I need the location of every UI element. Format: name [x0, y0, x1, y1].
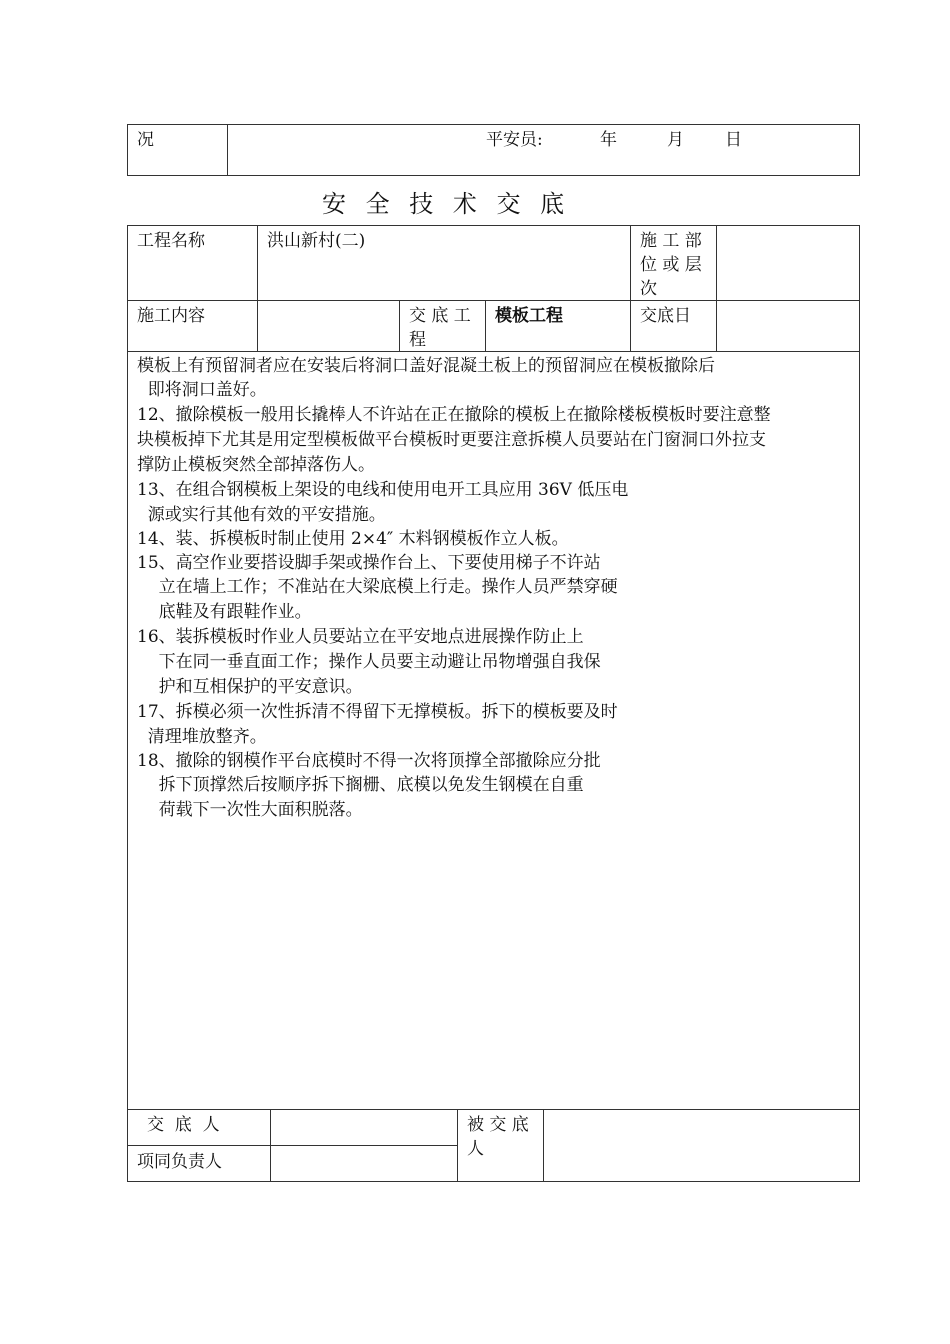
row-divider-2	[127, 351, 860, 352]
footer-col-divider-3	[543, 1109, 544, 1182]
body-line: 清理堆放整齐。	[137, 727, 267, 747]
footer-row-divider	[127, 1145, 457, 1146]
recipient-label-line-1: 被 交 底	[467, 1115, 529, 1135]
body-line: 立在墙上工作；不准站在大梁底模上行走。操作人员严禁穿硬	[137, 577, 618, 597]
body-line: 12、撤除模板一般用长撬棒人不许站在正在撤除的模板上在撤除楼板模板时要注意整	[137, 405, 771, 425]
body-line: 块模板掉下尤其是用定型模板做平台模板时更要注意拆模人员要站在门窗洞口外拉支	[137, 430, 766, 450]
body-line: 拆下顶撑然后按顺序拆下搁栅、底模以免发生钢模在自重	[137, 775, 584, 795]
page-title: 安 全 技 术 交 底	[322, 190, 571, 218]
content-label: 施工内容	[137, 306, 205, 326]
body-line: 16、装拆模板时作业人员要站立在平安地点进展操作防止上	[137, 627, 584, 647]
body-line: 模板上有预留洞者应在安装后将洞口盖好混凝土板上的预留洞应在模板撤除后	[137, 356, 715, 376]
project-name-label: 工程名称	[137, 231, 205, 251]
discloser-label: 交 底 人	[147, 1115, 220, 1135]
project-lead-label: 项同负责人	[137, 1152, 222, 1172]
body-line: 下在同一垂直面工作；操作人员要主动避让吊物增强自我保	[137, 652, 601, 672]
disclosure-label-line-1: 交 底 工	[409, 306, 471, 326]
col-divider-r1-1	[257, 225, 258, 301]
body-line: 撑防止模板突然全部掉落伤人。	[137, 455, 375, 475]
body-line: 源或实行其他有效的平安措施。	[137, 505, 386, 525]
row-divider-1	[127, 300, 860, 301]
col-divider-r1-3	[716, 225, 717, 301]
project-name-value: 洪山新村(二)	[267, 231, 366, 251]
col-divider-r2-1	[257, 300, 258, 352]
body-line: 13、在组合钢模板上架设的电线和使用电开工具应用 36V 低压电	[137, 480, 629, 500]
disclosure-label-line-2: 程	[409, 330, 426, 350]
body-line: 护和互相保护的平安意识。	[137, 677, 363, 697]
col-divider-r2-5	[716, 300, 717, 352]
col-divider-r1-2	[630, 225, 631, 301]
disclosure-value: 模板工程	[495, 306, 563, 326]
body-line: 15、高空作业要搭设脚手架或操作台上、下要使用梯子不许站	[137, 553, 601, 573]
col-divider-r2-2	[399, 300, 400, 352]
recipient-label-line-2: 人	[467, 1139, 484, 1159]
safety-officer-label: 平安员:	[486, 130, 543, 150]
location-label-line-2: 位 或 层	[640, 255, 702, 275]
body-line: 底鞋及有跟鞋作业。	[137, 602, 312, 622]
body-line: 荷载下一次性大面积脱落。	[137, 800, 363, 820]
body-line: 14、装、拆模板时制止使用 2×4″ 木料钢模板作立人板。	[137, 529, 569, 549]
top-table-label: 况	[137, 130, 154, 150]
year-label: 年	[600, 130, 617, 150]
footer-col-divider-2	[457, 1109, 458, 1182]
location-label-line-1: 施 工 部	[640, 231, 702, 251]
col-divider-r2-3	[485, 300, 486, 352]
body-line: 即将洞口盖好。	[137, 380, 267, 400]
row-divider-3	[127, 1109, 860, 1110]
top-table-divider	[227, 124, 228, 176]
body-line: 17、拆模必须一次性拆清不得留下无撑模板。拆下的模板要及时	[137, 702, 618, 722]
day-label: 日	[725, 130, 742, 150]
body-line: 18、撤除的钢模作平台底模时不得一次将顶撑全部撤除应分批	[137, 751, 601, 771]
month-label: 月	[667, 130, 684, 150]
location-label-line-3: 次	[640, 279, 657, 299]
date-label: 交底日	[640, 306, 691, 326]
col-divider-r2-4	[630, 300, 631, 352]
